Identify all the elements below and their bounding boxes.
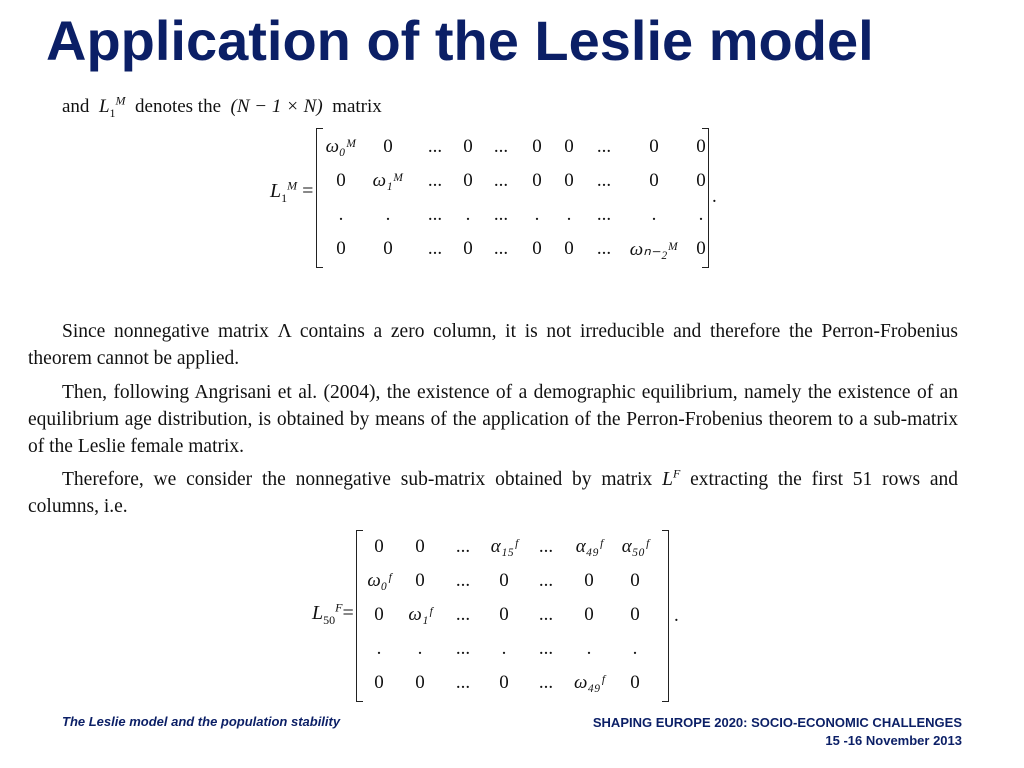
matrix-m-lhs: $L_1^M$ = <box>270 178 314 205</box>
intro-after: matrix <box>332 96 382 117</box>
matrix-f-cell: ... <box>538 570 554 591</box>
matrix-m-cell: ... <box>596 170 612 191</box>
matrix-m-cell: 0 <box>463 238 473 259</box>
intro-symbol-sub: 1 <box>109 105 116 120</box>
matrix-m <box>322 130 718 266</box>
matrix-m-cell: ... <box>493 136 509 157</box>
matrix-f <box>362 530 658 700</box>
matrix-f-row <box>362 666 658 700</box>
matrix-m-cell: ω₀ᴹ <box>325 136 357 157</box>
matrix-m-cell: 0 <box>383 136 393 157</box>
matrix-f-row <box>362 598 658 632</box>
paragraph-1: Since nonnegative matrix Λ contains a zero column, it is not irreducible and therefore the Perron-Frobenius theorem cannot be applied. <box>28 321 958 369</box>
matrix-f-cell: ... <box>538 672 554 693</box>
intro-symbol-sup: M <box>115 93 126 108</box>
matrix-f-cell: ... <box>455 570 471 591</box>
matrix-m-cell: 0 <box>564 238 574 259</box>
matrix-f-cell: ω₀ᶠ <box>367 570 391 591</box>
slide-title: Application of the Leslie model <box>46 9 874 72</box>
matrix-m-lhs-symbol: L <box>270 180 282 202</box>
matrix-f-cell: ω₄₉ᶠ <box>574 672 604 693</box>
matrix-m-row <box>322 198 718 232</box>
intro-symbol: L <box>98 96 110 117</box>
para3-symbol: L <box>662 469 673 490</box>
matrix-f-cell: α₄₉ᶠ <box>575 536 603 557</box>
matrix-m-cell: ... <box>427 238 443 259</box>
matrix-m-lhs-sup: M <box>287 178 298 193</box>
matrix-f-cell: ... <box>538 536 554 557</box>
matrix-m-cell: ... <box>427 170 443 191</box>
intro-line <box>62 93 382 120</box>
matrix-f-cell: ... <box>455 638 471 659</box>
matrix-f-cell: 0 <box>415 672 425 693</box>
matrix-f-cell: ω₁ᶠ <box>408 604 432 625</box>
matrix-m-cell: ... <box>493 170 509 191</box>
matrix-m-cell: 0 <box>463 136 473 157</box>
matrix-m-cell: 0 <box>564 136 574 157</box>
matrix-m-cell: 0 <box>532 136 542 157</box>
matrix-f-cell: 0 <box>630 672 640 693</box>
matrix-f-cell: α₁₅ᶠ <box>490 536 518 557</box>
matrix-m-row <box>322 232 718 266</box>
paragraph-3 <box>28 466 958 520</box>
matrix-m-cell: 0 <box>336 170 346 191</box>
matrix-f-row <box>362 564 658 598</box>
matrix-m-cell: ωₙ₋₂ᴹ <box>629 238 679 260</box>
footer-right-line2: 15 -16 November 2013 <box>825 733 962 748</box>
matrix-m-cell: 0 <box>649 136 659 157</box>
matrix-m-cell: . <box>698 204 704 225</box>
matrix-m-cell: 0 <box>532 238 542 259</box>
matrix-f-cell: 0 <box>630 604 640 625</box>
matrix-m-cell: . <box>534 204 540 225</box>
matrix-m-trail: . <box>712 186 717 207</box>
matrix-f-cell: 0 <box>374 536 384 557</box>
matrix-f-cell: 0 <box>499 672 509 693</box>
matrix-f-cell: ... <box>455 672 471 693</box>
matrix-f-cell: 0 <box>630 570 640 591</box>
matrix-m-row <box>322 164 718 198</box>
matrix-f-cell: 0 <box>499 604 509 625</box>
matrix-f-cell: 0 <box>374 672 384 693</box>
matrix-f-cell: . <box>632 638 638 659</box>
matrix-f-cell: ... <box>538 604 554 625</box>
matrix-f-cell: 0 <box>584 604 594 625</box>
matrix-f-cell: . <box>586 638 592 659</box>
matrix-m-cell: . <box>651 204 657 225</box>
matrix-m-row <box>322 130 718 164</box>
matrix-m-cell: 0 <box>696 170 706 191</box>
matrix-m-cell: ... <box>596 204 612 225</box>
footer-left: The Leslie model and the population stability <box>62 714 341 729</box>
matrix-f-lhs-symbol: L <box>312 602 324 624</box>
matrix-m-cell: 0 <box>336 238 346 259</box>
matrix-f-cell: . <box>417 638 423 659</box>
matrix-m-cell: 0 <box>649 170 659 191</box>
matrix-f-cell: ... <box>455 604 471 625</box>
matrix-m-cell: 0 <box>696 136 706 157</box>
matrix-m-lhs-sub: 1 <box>281 191 288 205</box>
matrix-f-cell: ... <box>455 536 471 557</box>
matrix-f-row <box>362 632 658 666</box>
matrix-f-cell: α₅₀ᶠ <box>621 536 649 557</box>
matrix-f-cell: . <box>501 638 507 659</box>
paragraph-2: Then, following Angrisani et al. (2004), the existence of a demographic equilibrium, namely the existence of an equilibrium age distribution, is obtained by means of the application of the Perron-Frobenius theorem to a sub-matrix of the Leslie female matrix. <box>28 382 958 457</box>
matrix-m-cell: ... <box>427 136 443 157</box>
matrix-m-cell: 0 <box>463 170 473 191</box>
para3-after: extracting the first 51 rows and columns, i.e. <box>28 469 959 517</box>
matrix-m-cell: . <box>465 204 471 225</box>
footer-right-line1: SHAPING EUROPE 2020: SOCIO-ECONOMIC CHALLENGES <box>592 715 962 730</box>
matrix-f-lhs-sub: 50 <box>323 613 336 627</box>
matrix-m-cell: . <box>385 204 391 225</box>
matrix-f-cell: . <box>376 638 382 659</box>
para3-before: Therefore, we consider the nonnegative sub-matrix obtained by matrix <box>62 469 653 490</box>
matrix-f-lhs: $L_{50}^F=$ <box>312 600 354 627</box>
intro-middle: denotes the <box>135 96 222 117</box>
matrix-f-lhs-sup: F <box>335 600 343 615</box>
matrix-f-right-bracket <box>662 530 669 702</box>
matrix-f-cell: ... <box>538 638 554 659</box>
matrix-f-cell: 0 <box>499 570 509 591</box>
intro-before: and <box>62 96 90 117</box>
footer-right <box>593 714 962 750</box>
matrix-m-cell: 0 <box>383 238 393 259</box>
matrix-f-cell: 0 <box>584 570 594 591</box>
matrix-m-cell: ... <box>493 204 509 225</box>
matrix-f-cell: 0 <box>415 570 425 591</box>
matrix-f-cell: 0 <box>415 536 425 557</box>
matrix-m-cell: . <box>338 204 344 225</box>
matrix-m-cell: . <box>566 204 572 225</box>
matrix-m-cell: 0 <box>564 170 574 191</box>
matrix-f-cell: 0 <box>374 604 384 625</box>
matrix-m-cell: ... <box>596 238 612 259</box>
matrix-m-cell: ω₁ᴹ <box>372 170 404 191</box>
matrix-m-cell: 0 <box>696 238 706 259</box>
matrix-m-cell: ... <box>493 238 509 259</box>
matrix-m-cell: ... <box>427 204 443 225</box>
matrix-f-row <box>362 530 658 564</box>
matrix-m-cell: 0 <box>532 170 542 191</box>
para3-sup: F <box>672 466 681 481</box>
matrix-f-trail: . <box>674 605 679 626</box>
intro-dims: (N − 1 × N) <box>230 96 323 117</box>
matrix-m-cell: ... <box>596 136 612 157</box>
